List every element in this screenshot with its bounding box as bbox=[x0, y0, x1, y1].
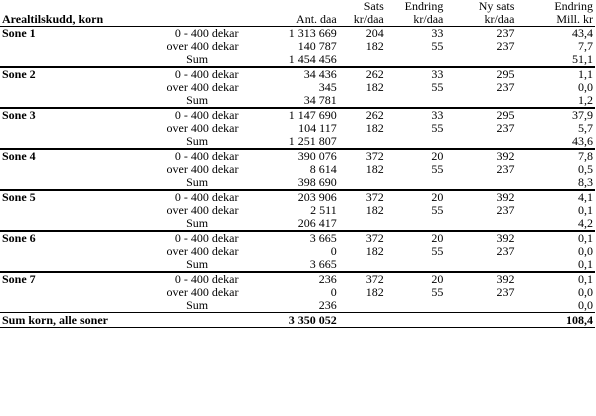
area-value: 104 117 bbox=[298, 121, 337, 135]
zone-name: Sone 2 bbox=[0, 67, 94, 81]
sum-label: Sum bbox=[186, 93, 209, 107]
change-value: 55 bbox=[431, 203, 444, 217]
change-mill-value: 0,1 bbox=[514, 272, 595, 286]
change-value: 33 bbox=[431, 26, 444, 40]
grand-total-change-mill: 108,4 bbox=[514, 313, 595, 328]
new-rate-value: 295 bbox=[443, 67, 514, 81]
col-ant-header: Ant. daa bbox=[241, 13, 337, 27]
col-endring-mill-header: Endring bbox=[554, 0, 593, 13]
zone-name: Sone 1 bbox=[2, 26, 36, 40]
sum-change-mill-value: 4,2 bbox=[578, 216, 593, 230]
range-label: 0 - 400 dekar bbox=[94, 67, 240, 81]
rate-value: 262 bbox=[337, 67, 384, 81]
area-value: 2 511 bbox=[310, 203, 337, 217]
area-value: 1 147 690 bbox=[241, 108, 337, 122]
new-rate-value: 237 bbox=[496, 39, 515, 53]
zone-name: Sone 6 bbox=[0, 231, 94, 245]
change-value: 33 bbox=[384, 108, 444, 122]
sum-label: Sum bbox=[186, 216, 209, 230]
range-label: over 400 dekar bbox=[166, 162, 239, 176]
table-row bbox=[0, 190, 595, 204]
grand-total-row bbox=[0, 313, 595, 328]
zone-sum-row bbox=[0, 94, 595, 108]
new-rate-value: 237 bbox=[496, 121, 515, 135]
range-label: 0 - 400 dekar bbox=[94, 231, 240, 245]
change-value: 20 bbox=[384, 190, 444, 204]
table-row bbox=[0, 149, 595, 163]
change-value: 55 bbox=[431, 121, 444, 135]
zone-name: Sone 4 bbox=[0, 149, 94, 163]
change-mill-value: 4,1 bbox=[514, 190, 595, 204]
area-value: 390 076 bbox=[241, 149, 337, 163]
col-ny-sats-header: Ny sats bbox=[478, 0, 515, 13]
change-mill-value: 0,5 bbox=[578, 162, 593, 176]
change-value: 55 bbox=[431, 285, 444, 299]
col-ny-sats-unit: kr/daa bbox=[443, 13, 514, 27]
area-value: 34 436 bbox=[241, 67, 337, 81]
col-endring-mill-unit: Mill. kr bbox=[514, 13, 595, 27]
sum-change-mill-value: 43,6 bbox=[572, 134, 593, 148]
change-value: 33 bbox=[384, 67, 444, 81]
change-mill-value: 0,1 bbox=[514, 231, 595, 245]
sum-area-value: 236 bbox=[318, 298, 337, 312]
col-sats-unit: kr/daa bbox=[337, 13, 384, 27]
change-value: 55 bbox=[431, 39, 444, 53]
grand-total-label: Sum korn, alle soner bbox=[0, 313, 241, 328]
rate-value: 204 bbox=[365, 26, 384, 40]
sum-label: Sum bbox=[186, 257, 209, 271]
sum-change-mill-value: 0,0 bbox=[578, 298, 593, 312]
rate-value: 372 bbox=[337, 190, 384, 204]
new-rate-value: 237 bbox=[496, 26, 515, 40]
change-value: 55 bbox=[431, 244, 444, 258]
rate-value: 262 bbox=[337, 108, 384, 122]
area-value: 1 313 669 bbox=[288, 26, 337, 40]
zone-sum-row bbox=[0, 176, 595, 190]
range-label: over 400 dekar bbox=[166, 203, 239, 217]
change-value: 55 bbox=[431, 162, 444, 176]
zone-sum-row bbox=[0, 53, 595, 67]
new-rate-value: 392 bbox=[443, 231, 514, 245]
range-label: 0 - 400 dekar bbox=[94, 149, 240, 163]
zone-sum-row bbox=[0, 258, 595, 272]
header-row-2 bbox=[0, 13, 595, 27]
new-rate-value: 392 bbox=[443, 272, 514, 286]
sum-area-value: 3 665 bbox=[309, 257, 337, 271]
table-row bbox=[0, 81, 595, 94]
zone-name: Sone 7 bbox=[0, 272, 94, 286]
change-value: 55 bbox=[431, 80, 444, 94]
change-mill-value: 7,7 bbox=[578, 39, 593, 53]
change-value: 20 bbox=[384, 149, 444, 163]
table-row bbox=[0, 272, 595, 286]
sum-label: Sum bbox=[186, 52, 209, 66]
rate-value: 182 bbox=[365, 203, 384, 217]
table-row bbox=[0, 67, 595, 81]
grand-total-area: 3 350 052 bbox=[241, 313, 337, 328]
range-label: 0 - 400 dekar bbox=[94, 190, 240, 204]
rate-value: 182 bbox=[365, 162, 384, 176]
zone-sum-row bbox=[0, 217, 595, 231]
sum-label: Sum bbox=[186, 134, 209, 148]
new-rate-value: 237 bbox=[496, 244, 515, 258]
new-rate-value: 237 bbox=[496, 203, 515, 217]
new-rate-value: 237 bbox=[496, 285, 515, 299]
table-title: Arealtilskudd, korn bbox=[2, 12, 104, 26]
sum-area-value: 34 781 bbox=[303, 93, 337, 107]
range-label: 0 - 400 dekar bbox=[174, 26, 239, 40]
rate-value: 182 bbox=[365, 244, 384, 258]
area-value: 140 787 bbox=[297, 39, 337, 53]
table-row bbox=[0, 286, 595, 299]
change-mill-value: 0,0 bbox=[578, 285, 593, 299]
sum-label: Sum bbox=[186, 298, 209, 312]
range-label: 0 - 400 dekar bbox=[94, 108, 240, 122]
new-rate-value: 295 bbox=[443, 108, 514, 122]
new-rate-value: 392 bbox=[443, 149, 514, 163]
area-value: 3 665 bbox=[241, 231, 337, 245]
zone-name: Sone 5 bbox=[0, 190, 94, 204]
col-sats-header: Sats bbox=[363, 0, 384, 13]
sum-area-value: 1 454 456 bbox=[288, 52, 337, 66]
sum-area-value: 1 251 807 bbox=[288, 134, 337, 148]
sum-area-value: 206 417 bbox=[297, 216, 337, 230]
rate-value: 182 bbox=[365, 80, 384, 94]
sum-change-mill-value: 8,3 bbox=[578, 175, 593, 189]
change-mill-value: 7,8 bbox=[514, 149, 595, 163]
new-rate-value: 237 bbox=[496, 80, 515, 94]
change-mill-value: 1,1 bbox=[514, 67, 595, 81]
range-label: over 400 dekar bbox=[166, 121, 239, 135]
area-value: 8 614 bbox=[309, 162, 337, 176]
new-rate-value: 237 bbox=[496, 162, 515, 176]
change-mill-value: 0,0 bbox=[578, 80, 593, 94]
sum-area-value: 398 690 bbox=[297, 175, 337, 189]
range-label: over 400 dekar bbox=[166, 244, 239, 258]
sum-label: Sum bbox=[186, 175, 209, 189]
table-row bbox=[0, 231, 595, 245]
rate-value: 372 bbox=[337, 231, 384, 245]
area-value: 0 bbox=[330, 244, 337, 258]
sum-change-mill-value: 0,1 bbox=[578, 257, 593, 271]
range-label: over 400 dekar bbox=[166, 285, 239, 299]
change-mill-value: 43,4 bbox=[572, 26, 593, 40]
change-value: 20 bbox=[384, 272, 444, 286]
table-row bbox=[0, 245, 595, 258]
col-endring-unit: kr/daa bbox=[384, 13, 444, 27]
zone-name: Sone 3 bbox=[0, 108, 94, 122]
rate-value: 372 bbox=[337, 149, 384, 163]
change-mill-value: 5,7 bbox=[578, 121, 593, 135]
range-label: 0 - 400 dekar bbox=[94, 272, 240, 286]
area-value: 0 bbox=[330, 285, 337, 299]
area-value: 345 bbox=[318, 80, 337, 94]
rate-value: 182 bbox=[365, 285, 384, 299]
change-mill-value: 0,1 bbox=[578, 203, 593, 217]
change-value: 20 bbox=[384, 231, 444, 245]
table-row bbox=[0, 108, 595, 122]
range-label: over 400 dekar bbox=[166, 39, 239, 53]
table-row bbox=[0, 27, 595, 41]
sum-change-mill-value: 51,1 bbox=[572, 52, 593, 66]
rate-value: 182 bbox=[365, 121, 384, 135]
area-value: 203 906 bbox=[241, 190, 337, 204]
new-rate-value: 392 bbox=[443, 190, 514, 204]
sum-change-mill-value: 1,2 bbox=[578, 93, 593, 107]
area-value: 236 bbox=[241, 272, 337, 286]
rate-value: 182 bbox=[365, 39, 384, 53]
zone-sum-row bbox=[0, 299, 595, 313]
rate-value: 372 bbox=[337, 272, 384, 286]
change-mill-value: 37,9 bbox=[514, 108, 595, 122]
col-endring-header: Endring bbox=[404, 0, 444, 13]
zone-sum-row bbox=[0, 135, 595, 149]
change-mill-value: 0,0 bbox=[578, 244, 593, 258]
range-label: over 400 dekar bbox=[166, 80, 239, 94]
